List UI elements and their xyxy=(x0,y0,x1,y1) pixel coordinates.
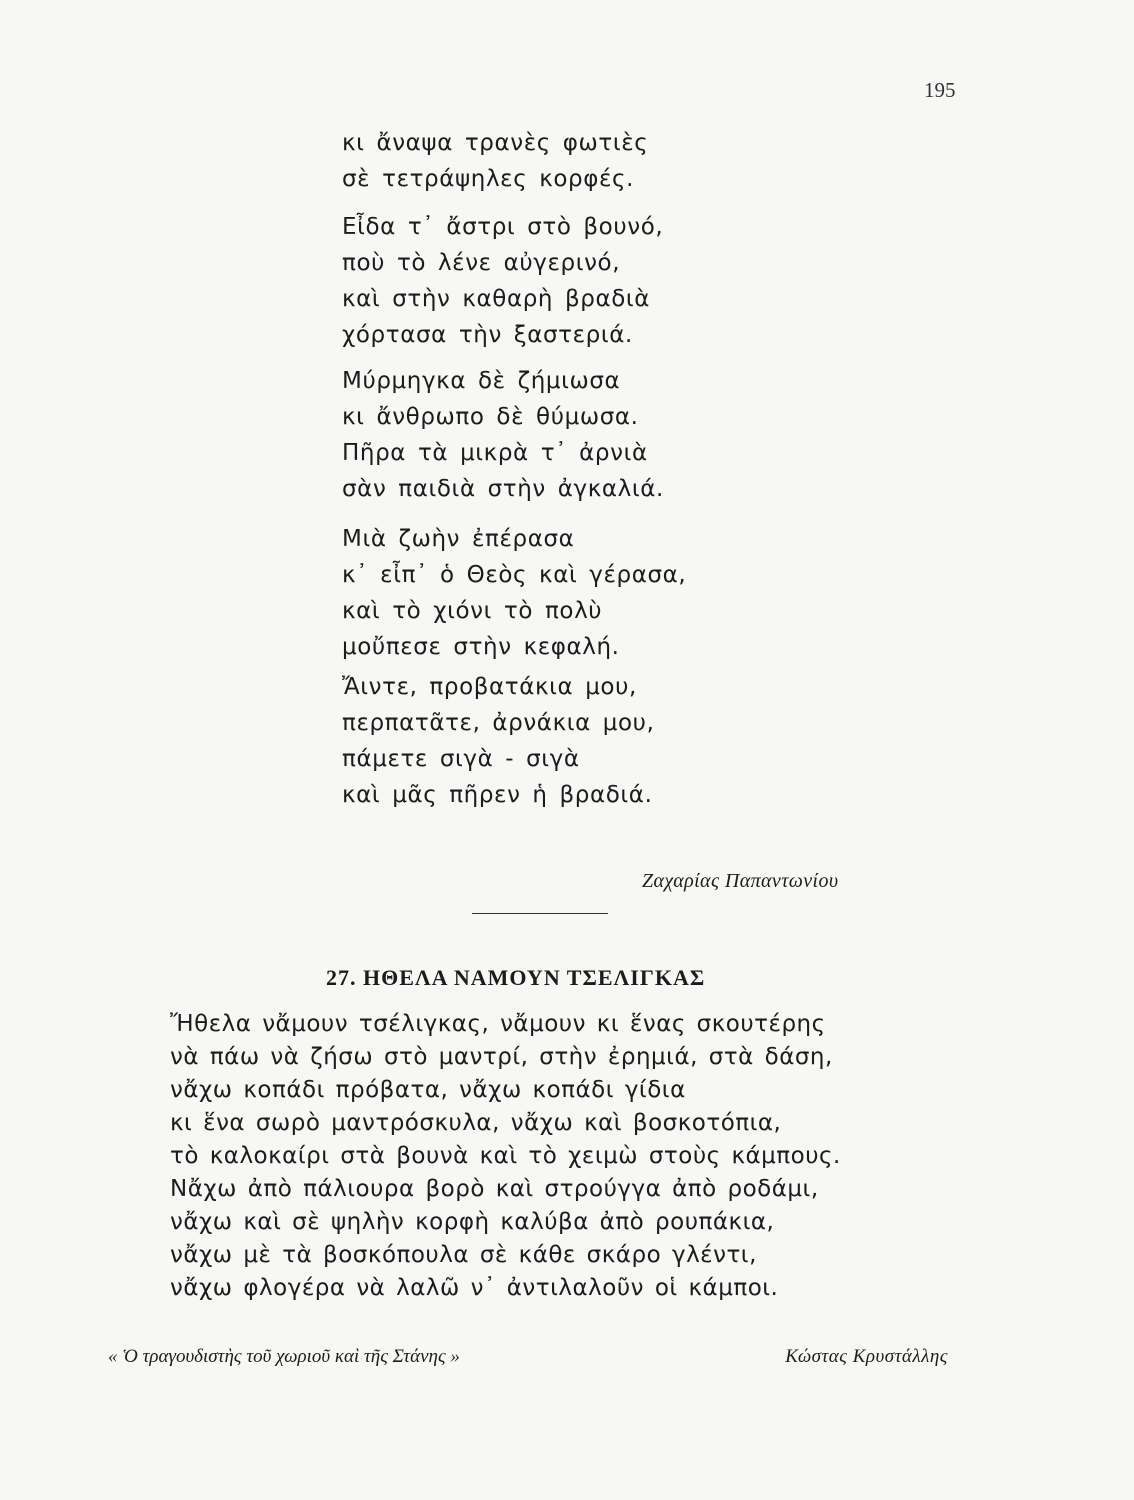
poem-line: νἄχω φλογέρα νὰ λαλῶ ν᾿ ἀντιλαλοῦν οἱ κάμποι. xyxy=(170,1275,779,1301)
poem-line: νὰ πάω νὰ ζήσω στὸ μαντρί, στὴν ἐρημιά, στὰ δάση, xyxy=(170,1044,833,1070)
poem-line: Μύρμηγκα δὲ ζήμιωσα xyxy=(342,368,621,394)
poem-line: νἄχω μὲ τὰ βοσκόπουλα σὲ κάθε σκάρο γλέντι, xyxy=(170,1242,757,1268)
poem-line: Πῆρα τὰ μικρὰ τ᾿ ἀρνιὰ xyxy=(342,440,648,466)
poem-2-author: Κώστας Κρυστάλλης xyxy=(785,1346,948,1367)
poem-line: σὰν παιδιὰ στὴν ἀγκαλιά. xyxy=(342,476,664,502)
stanza-1 xyxy=(342,125,902,197)
poem-1 xyxy=(342,125,902,813)
stanza-3 xyxy=(342,363,902,507)
stanza-2 xyxy=(342,209,902,353)
poem-line: νἄχω καὶ σὲ ψηλὴν κορφὴ καλύβα ἀπὸ ρουπάκια, xyxy=(170,1209,775,1235)
poem-line: χόρτασα τὴν ξαστεριά. xyxy=(342,322,633,348)
poem-line: σὲ τετράψηλες κορφές. xyxy=(342,166,635,192)
poem-line: πάμετε σιγὰ - σιγὰ xyxy=(342,746,580,772)
section-divider xyxy=(472,913,608,914)
poem-line: καὶ τὸ χιόνι τὸ πολὺ xyxy=(342,598,603,624)
stanza-4 xyxy=(342,521,902,665)
poem-1-author: Ζαχαρίας Παπαντωνίου xyxy=(642,870,839,892)
poem-2-source: « Ὁ τραγουδιστὴς τοῦ χωριοῦ καὶ τῆς Στάνης » xyxy=(108,1346,460,1367)
poem-line: περπατᾶτε, ἀρνάκια μου, xyxy=(342,710,655,736)
poem-line: τὸ καλοκαίρι στὰ βουνὰ καὶ τὸ χειμὼ στοὺς κάμπους. xyxy=(170,1143,841,1169)
poem-2-attribution xyxy=(108,1346,948,1374)
poem-line: καὶ στὴν καθαρὴ βραδιὰ xyxy=(342,286,651,312)
poem-line: Εἶδα τ᾿ ἄστρι στὸ βουνό, xyxy=(342,214,664,240)
poem-line: Ἤθελα νἄμουν τσέλιγκας, νἄμουν κι ἕνας σκουτέρης xyxy=(170,1011,826,1037)
poem-line: νἄχω κοπάδι πρόβατα, νἄχω κοπάδι γίδια xyxy=(170,1077,686,1103)
stanza-5 xyxy=(342,669,902,813)
page-number: 195 xyxy=(924,78,956,102)
poem-line: μοὔπεσε στὴν κεφαλή. xyxy=(342,634,620,660)
poem-line: Νἄχω ἀπὸ πάλιουρα βορὸ καὶ στρούγγα ἀπὸ ροδάμι, xyxy=(170,1176,819,1202)
poem-line: κ᾿ εἶπ᾿ ὁ Θεὸς καὶ γέρασα, xyxy=(342,562,687,588)
poem-line: κι ἄναψα τρανὲς φωτιὲς xyxy=(342,130,649,156)
poem-line: κι ἄνθρωπο δὲ θύμωσα. xyxy=(342,404,639,430)
poem-2 xyxy=(170,1008,930,1305)
poem-line: καὶ μᾶς πῆρεν ἡ βραδιά. xyxy=(342,782,653,808)
poem-line: κι ἕνα σωρὸ μαντρόσκυλα, νἄχω καὶ βοσκοτόπια, xyxy=(170,1110,782,1136)
poem-line: Μιὰ ζωὴν ἐπέρασα xyxy=(342,526,575,552)
poem-line: ποὺ τὸ λένε αὐγερινό, xyxy=(342,250,621,276)
poem-2-title: 27. ΗΘΕΛΑ ΝΑΜΟΥΝ ΤΣΕΛΙΓΚΑΣ xyxy=(326,965,706,990)
poem-line: Ἄιντε, προβατάκια μου, xyxy=(342,674,637,700)
